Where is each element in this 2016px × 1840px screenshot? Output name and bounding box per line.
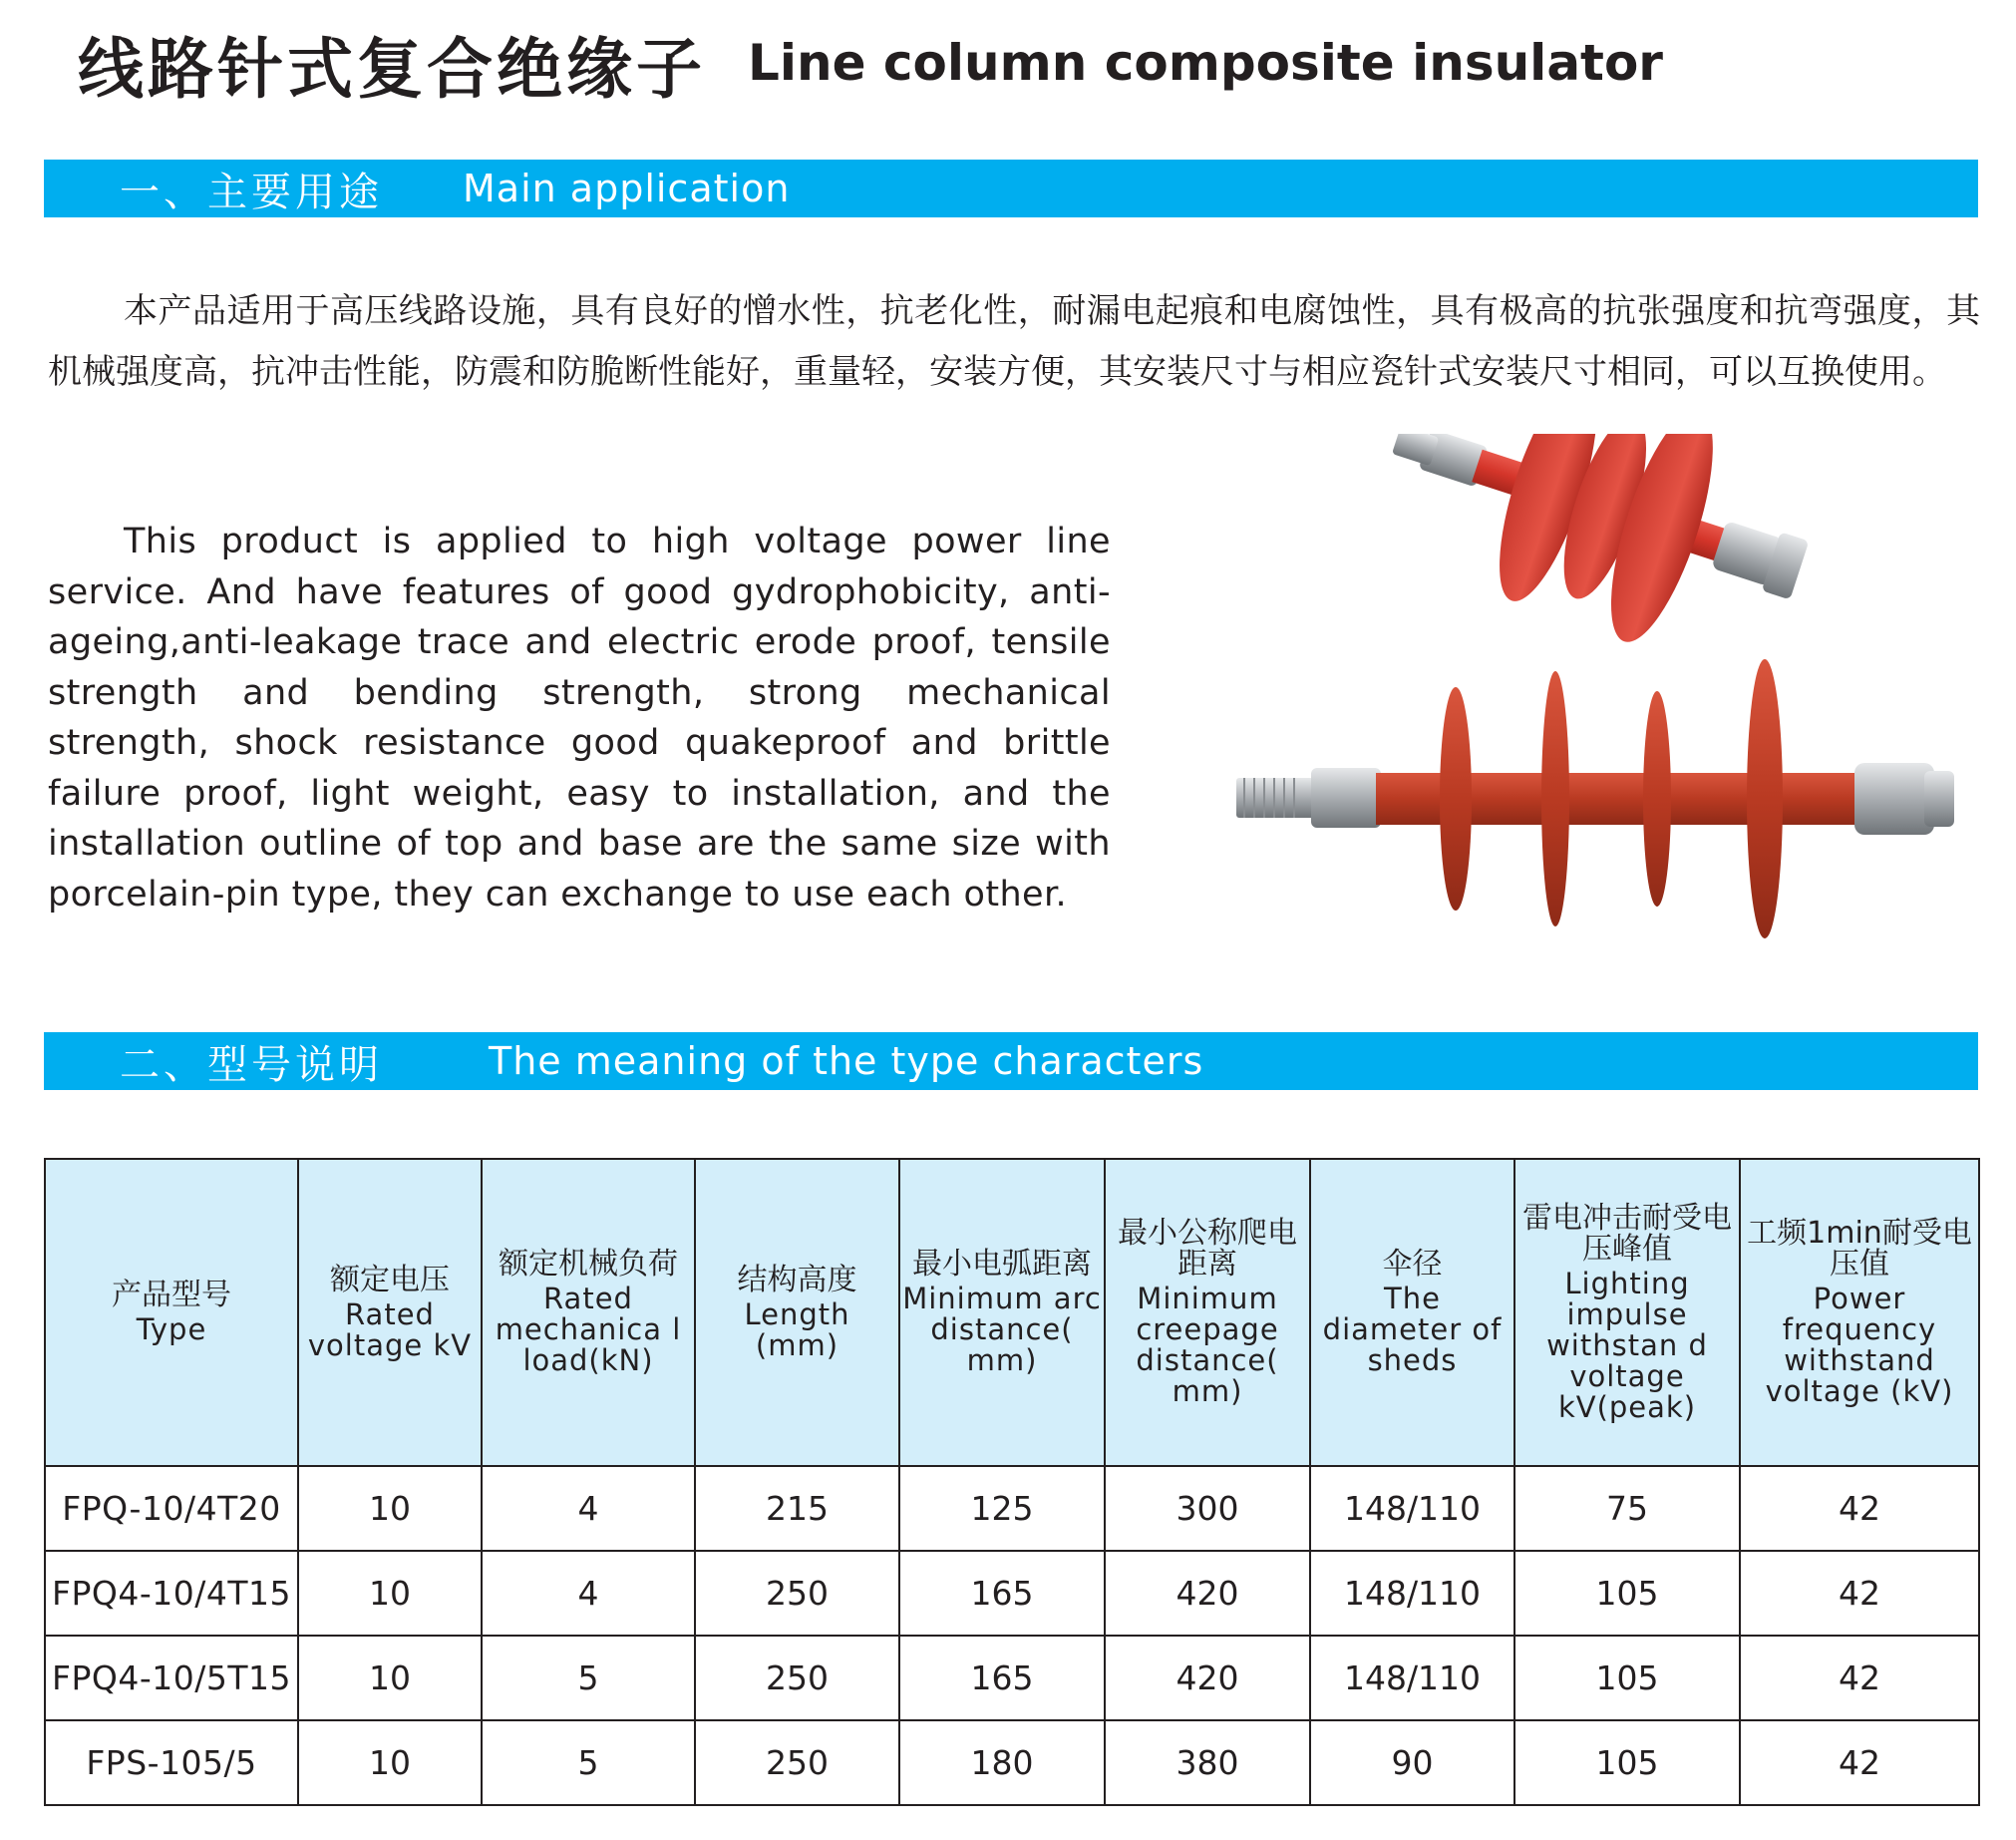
table-header-row bbox=[45, 1159, 1979, 1466]
cell-creepage-distance: 380 bbox=[1105, 1720, 1310, 1805]
header-length: 结构高度 Length (mm) bbox=[695, 1159, 899, 1466]
cell-shed-diameter: 148/110 bbox=[1310, 1636, 1514, 1720]
cell-power-frequency-voltage: 42 bbox=[1740, 1720, 1979, 1805]
cell-impulse-voltage: 105 bbox=[1514, 1636, 1740, 1720]
section-header-en: Main application bbox=[463, 167, 791, 210]
table-row bbox=[45, 1636, 1979, 1720]
section-header-cn: 一、主要用途 bbox=[120, 169, 383, 215]
cell-impulse-voltage: 75 bbox=[1514, 1466, 1740, 1551]
cell-power-frequency-voltage: 42 bbox=[1740, 1466, 1979, 1551]
cell-arc-distance: 165 bbox=[899, 1636, 1105, 1720]
cell-creepage-distance: 420 bbox=[1105, 1551, 1310, 1636]
title-english: Line column composite insulator bbox=[748, 34, 1663, 92]
cell-length: 215 bbox=[695, 1466, 899, 1551]
cell-arc-distance: 165 bbox=[899, 1551, 1105, 1636]
cell-arc-distance: 180 bbox=[899, 1720, 1105, 1805]
header-rated-load: 额定机械负荷 Rated mechanica l load(kN) bbox=[482, 1159, 695, 1466]
header-arc-distance: 最小电弧距离 Minimum arc distance( mm) bbox=[899, 1159, 1105, 1466]
cell-creepage-distance: 420 bbox=[1105, 1636, 1310, 1720]
cell-rated-load: 4 bbox=[482, 1551, 695, 1636]
cell-power-frequency-voltage: 42 bbox=[1740, 1551, 1979, 1636]
cell-rated-voltage: 10 bbox=[298, 1551, 482, 1636]
spec-table bbox=[44, 1158, 1980, 1806]
upper-insulator bbox=[1359, 434, 1838, 686]
cell-arc-distance: 125 bbox=[899, 1466, 1105, 1551]
cell-length: 250 bbox=[695, 1720, 899, 1805]
cell-rated-load: 5 bbox=[482, 1636, 695, 1720]
lower-insulator bbox=[1236, 659, 1954, 938]
cell-impulse-voltage: 105 bbox=[1514, 1720, 1740, 1805]
section-header-cn: 二、型号说明 bbox=[120, 1041, 383, 1088]
cell-rated-load: 5 bbox=[482, 1720, 695, 1805]
intro-paragraph-en: This product is applied to high voltage power line service. And have features of good gydrophobicity, anti-ageing,anti-leakage trace and electric erode proof, tensile strength and bending strength, strong mechanical strength, shock resistance good quakeproof and brittle failure proof, light weight, easy to installation, and the installation outline of top and base are the same size with porcelain-pin type, they can exchange to use each other. bbox=[48, 522, 1111, 915]
section-header-main-application bbox=[44, 160, 1978, 217]
cell-type: FPQ-10/4T20 bbox=[45, 1466, 298, 1551]
header-power-frequency-voltage: 工频1min耐受电压值 Power frequency withstand voltage (kV) bbox=[1740, 1159, 1979, 1466]
header-type: 产品型号 Type bbox=[45, 1159, 298, 1466]
cell-shed-diameter: 90 bbox=[1310, 1720, 1514, 1805]
header-rated-voltage: 额定电压 Rated voltage kV bbox=[298, 1159, 482, 1466]
insulator-product-photo bbox=[1226, 434, 1984, 967]
cell-type: FPS-105/5 bbox=[45, 1720, 298, 1805]
cell-rated-voltage: 10 bbox=[298, 1466, 482, 1551]
cell-type: FPQ4-10/4T15 bbox=[45, 1551, 298, 1636]
header-creepage-distance: 最小公称爬电距离 Minimum creepage distance( mm) bbox=[1105, 1159, 1310, 1466]
page-title bbox=[78, 18, 1663, 108]
cell-power-frequency-voltage: 42 bbox=[1740, 1636, 1979, 1720]
cell-shed-diameter: 148/110 bbox=[1310, 1466, 1514, 1551]
cell-type: FPQ4-10/5T15 bbox=[45, 1636, 298, 1720]
cell-rated-voltage: 10 bbox=[298, 1636, 482, 1720]
header-shed-diameter: 伞径 The diameter of sheds bbox=[1310, 1159, 1514, 1466]
section-header-en: The meaning of the type characters bbox=[489, 1039, 1204, 1083]
title-chinese: 线路针式复合绝缘子 bbox=[78, 30, 706, 108]
header-impulse-voltage: 雷电冲击耐受电压峰值 Lighting impulse withstan d voltage kV(peak) bbox=[1514, 1159, 1740, 1466]
table-row bbox=[45, 1551, 1979, 1636]
table-row bbox=[45, 1720, 1979, 1805]
intro-paragraph-cn: 本产品适用于高压线路设施，具有良好的憎水性，抗老化性，耐漏电起痕和电腐蚀性，具有极高的抗张强度和抗弯强度，其机械强度高，抗冲击性能，防震和防脆断性能好，重量轻，安装方便，其安装尺寸与相应瓷针式安装尺寸相同，可以互换使用。 bbox=[48, 291, 1980, 392]
cell-impulse-voltage: 105 bbox=[1514, 1551, 1740, 1636]
cell-creepage-distance: 300 bbox=[1105, 1466, 1310, 1551]
cell-rated-load: 4 bbox=[482, 1466, 695, 1551]
cell-length: 250 bbox=[695, 1551, 899, 1636]
table-row bbox=[45, 1466, 1979, 1551]
section-header-type-characters bbox=[44, 1032, 1978, 1090]
cell-rated-voltage: 10 bbox=[298, 1720, 482, 1805]
cell-length: 250 bbox=[695, 1636, 899, 1720]
cell-shed-diameter: 148/110 bbox=[1310, 1551, 1514, 1636]
